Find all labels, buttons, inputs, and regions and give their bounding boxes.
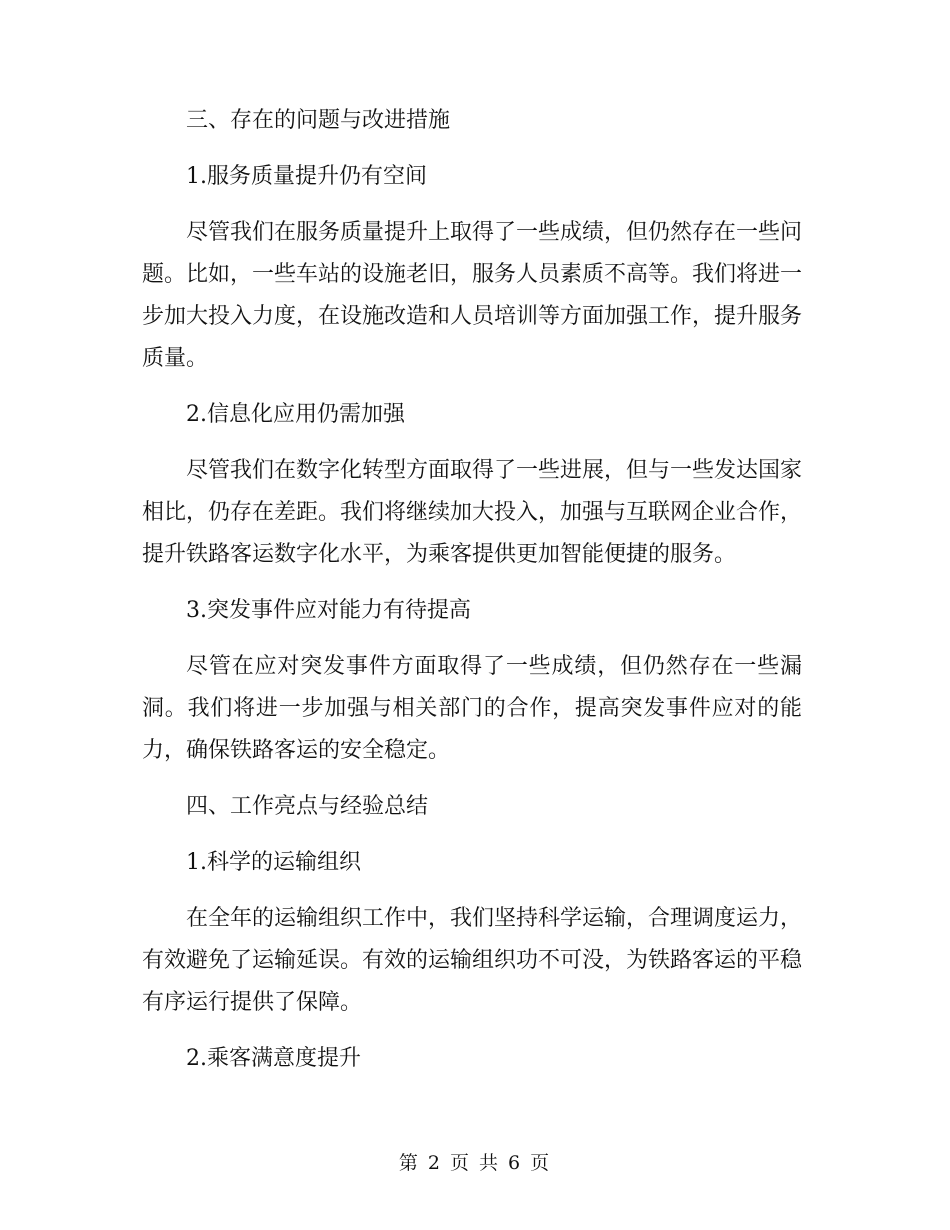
paragraph-transport-organization: 在全年的运输组织工作中，我们坚持科学运输，合理调度运力，有效避免了运输延误。有效的运输组织功不可没，为铁路客运的平稳有序运行提供了保障。	[142, 906, 803, 1015]
subheading-emergency-response: 3.突发事件应对能力有待提高	[186, 598, 471, 623]
section-heading-problems: 三、存在的问题与改进措施	[186, 108, 451, 133]
paragraph-informatization: 尽管我们在数字化转型方面取得了一些进展，但与一些发达国家相比，仍存在差距。我们将继续加大投入，加强与互联网企业合作，提升铁路客运数字化水平，为乘客提供更加智能便捷的服务。	[142, 458, 803, 567]
document-body	[142, 100, 802, 1094]
paragraph-emergency-response: 尽管在应对突发事件方面取得了一些成绩，但仍然存在一些漏洞。我们将进一步加强与相关部门的合作，提高突发事件应对的能力，确保铁路客运的安全稳定。	[142, 654, 802, 763]
subheading-informatization: 2.信息化应用仍需加强	[186, 402, 405, 427]
paragraph-service-quality: 尽管我们在服务质量提升上取得了一些成绩，但仍然存在一些问题。比如，一些车站的设施老旧，服务人员素质不高等。我们将进一步加大投入力度，在设施改造和人员培训等方面加强工作，提升服务质量。	[142, 220, 803, 371]
subheading-service-quality: 1.服务质量提升仍有空间	[186, 164, 427, 189]
section-heading-highlights: 四、工作亮点与经验总结	[186, 794, 429, 819]
subheading-passenger-satisfaction: 2.乘客满意度提升	[186, 1046, 361, 1071]
page-number-footer: 第 2 页 共 6 页	[398, 1152, 552, 1174]
subheading-transport-organization: 1.科学的运输组织	[186, 850, 361, 875]
